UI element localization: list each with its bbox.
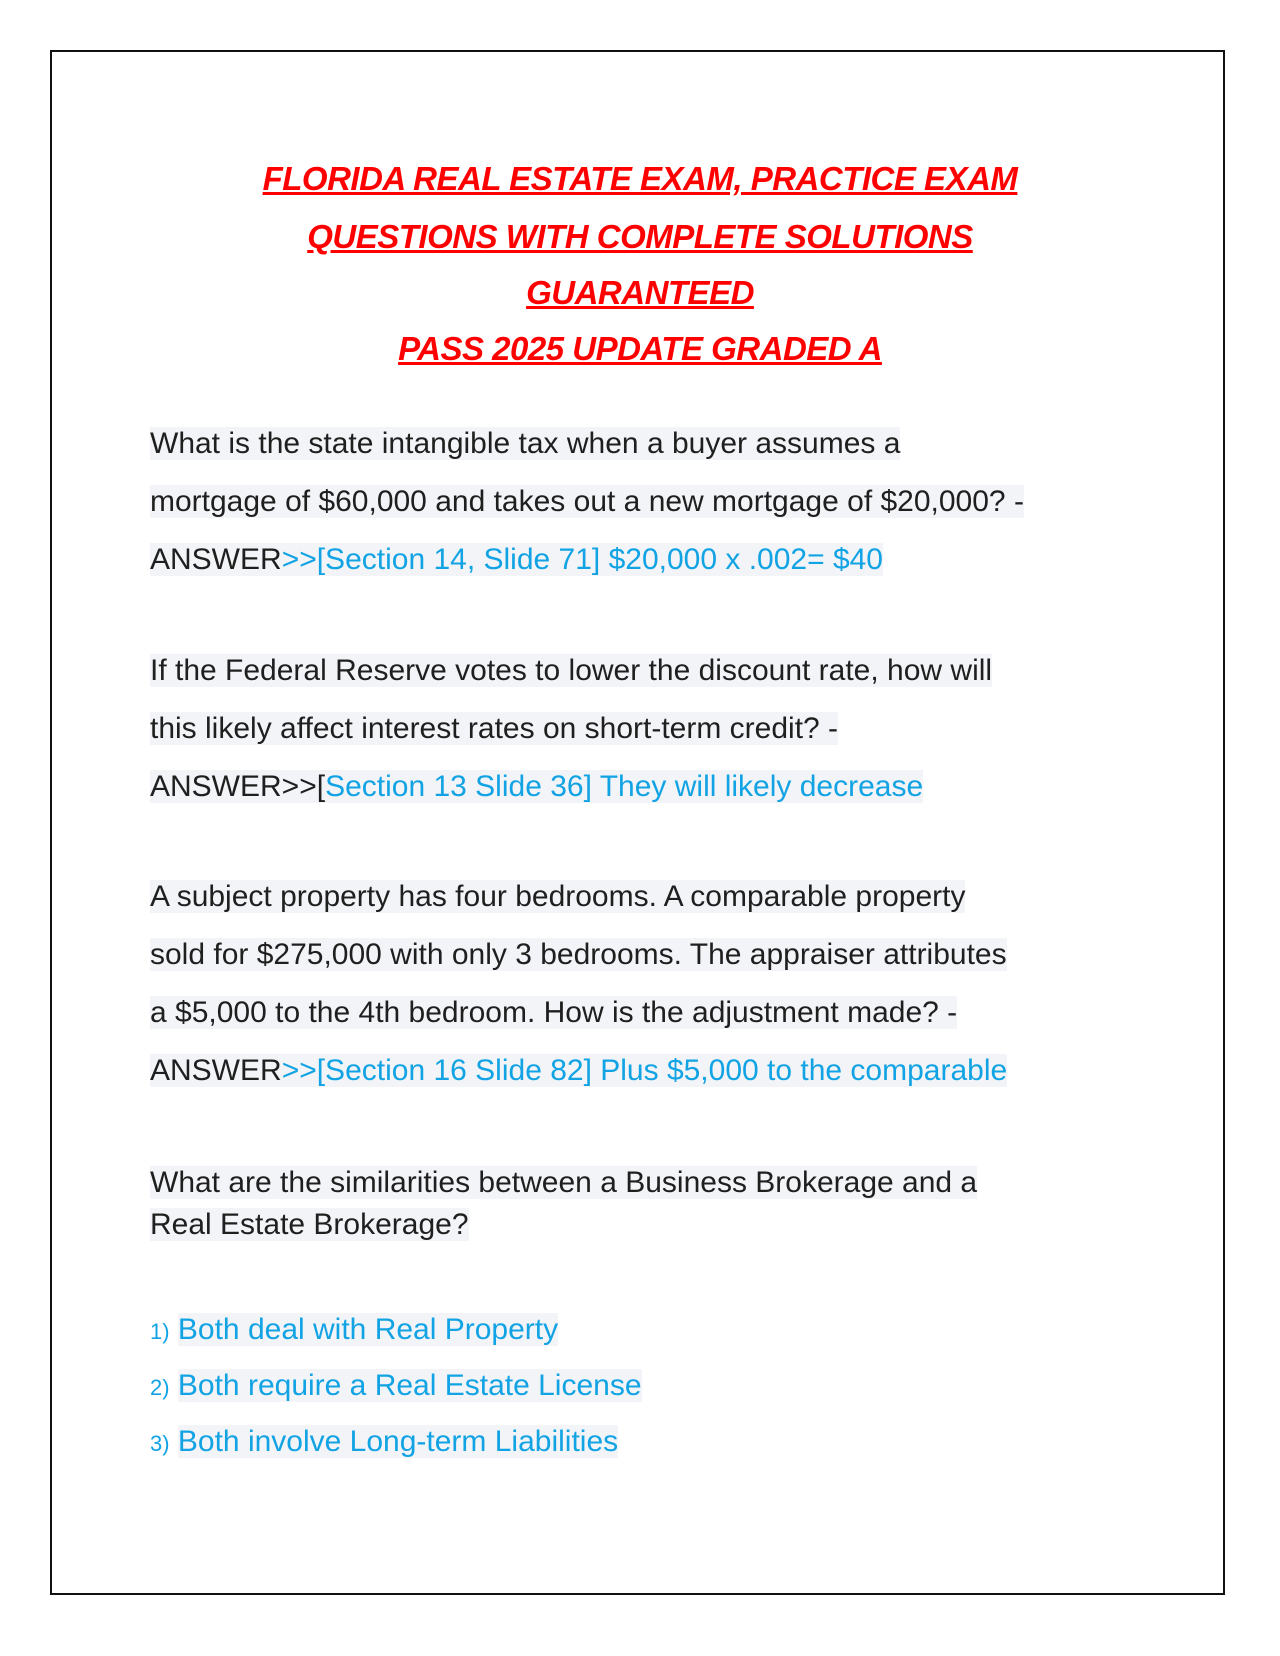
question-4-line-2: Real Estate Brokerage? [150,1208,469,1241]
question-4-answer-list [150,1303,1150,1471]
question-1-answer-label: ANSWER [150,543,282,576]
question-3-answer-label: ANSWER [150,1054,282,1087]
title-line-2: QUESTIONS WITH COMPLETE SOLUTIONS [307,218,973,255]
question-2-line-2: this likely affect interest rates on short-term credit? - [150,712,839,745]
question-1-answer: >>[Section 14, Slide 71] $20,000 x .002= $40 [281,543,883,576]
question-1 [150,415,1150,589]
question-4 [150,1162,1150,1246]
question-3-line-1: A subject property has four bedrooms. A comparable property [150,880,966,913]
question-1-line-1: What is the state intangible tax when a buyer assumes a [150,427,901,460]
title-line-3: GUARANTEED [526,274,754,311]
title-line-1: FLORIDA REAL ESTATE EXAM, PRACTICE EXAM [262,160,1018,197]
list-item: 2) Both require a Real Estate License [150,1369,642,1402]
question-3-answer: >>[Section 16 Slide 82] Plus $5,000 to the comparable [281,1054,1008,1087]
list-item: 3) Both involve Long-term Liabilities [150,1425,619,1458]
question-3 [150,868,1150,1100]
question-2-answer: Section 13 Slide 36] They will likely decrease [325,770,924,803]
question-3-line-3: a $5,000 to the 4th bedroom. How is the adjustment made? - [150,996,958,1029]
list-item: 1) Both deal with Real Property [150,1313,559,1346]
title-line-4: PASS 2025 UPDATE GRADED A [398,330,882,367]
document-title [0,150,1280,378]
question-2-line-1: If the Federal Reserve votes to lower the discount rate, how will [150,654,993,687]
question-1-line-2: mortgage of $60,000 and takes out a new mortgage of $20,000? - [150,485,1024,518]
question-2-answer-label: ANSWER>>[ [150,770,326,803]
question-3-line-2: sold for $275,000 with only 3 bedrooms. The appraiser attributes [150,938,1007,971]
question-4-line-1: What are the similarities between a Business Brokerage and a [150,1166,978,1199]
question-2 [150,642,1150,816]
